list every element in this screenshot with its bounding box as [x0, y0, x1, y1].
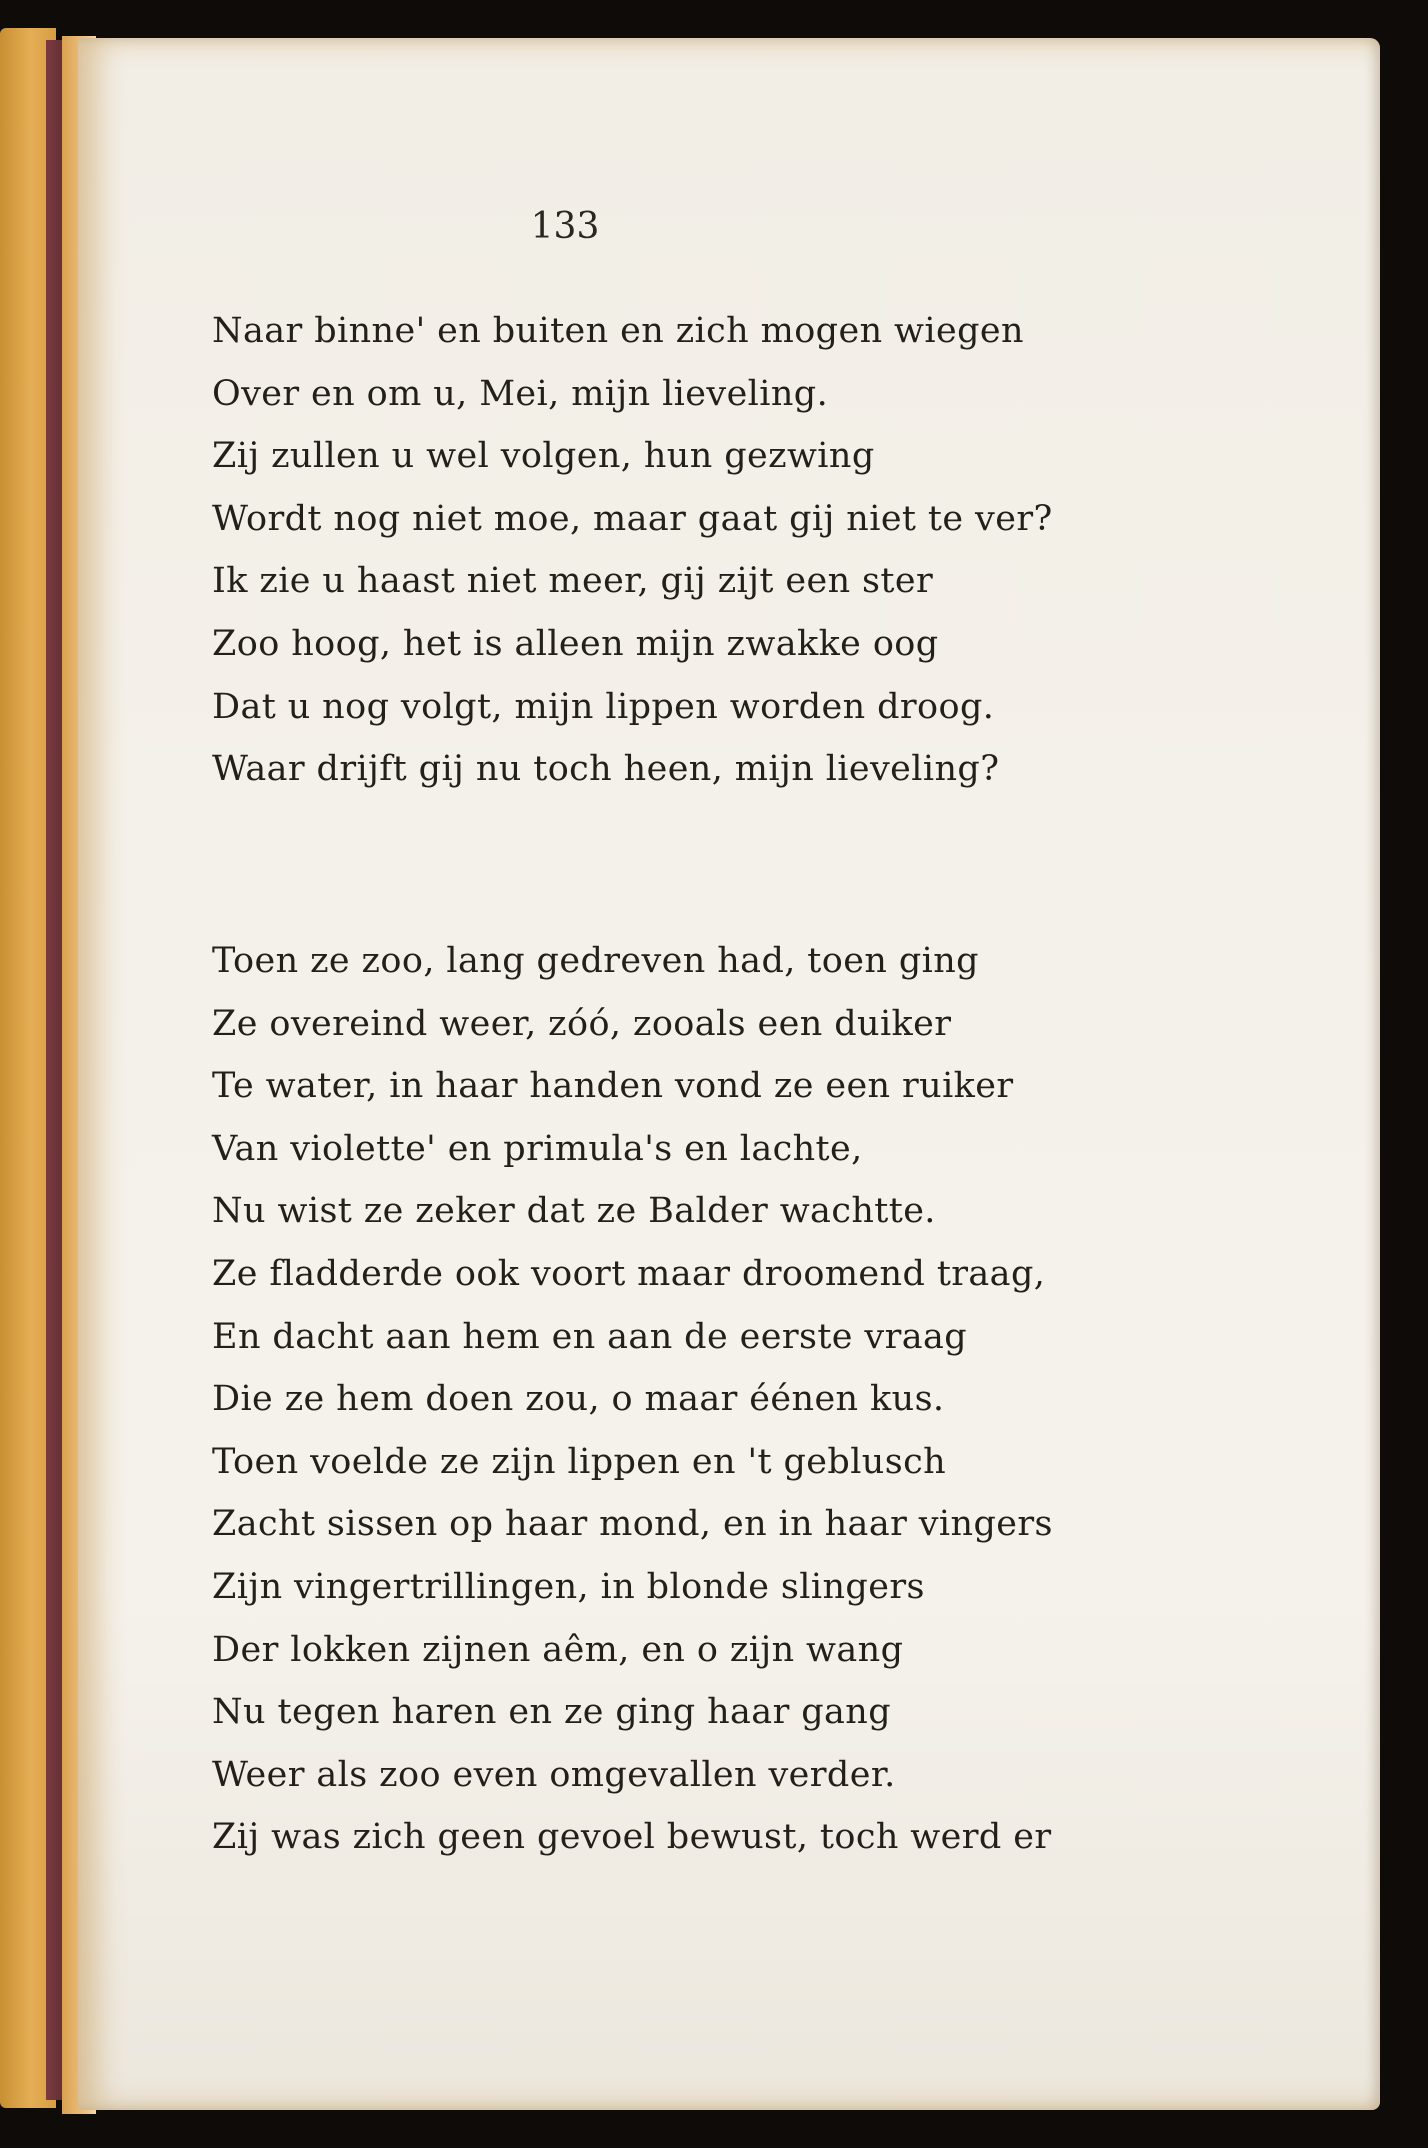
poem-line: Zij was zich geen gevoel bewust, toch werd er [212, 1817, 1052, 1858]
poem-line: Ze overeind weer, zóó, zooals een duiker [212, 1003, 952, 1044]
poem-line: Weer als zoo even omgevallen verder. [212, 1754, 896, 1795]
poem-line: Der lokken zijnen aêm, en o zijn wang [212, 1629, 904, 1670]
poem-line: Zoo hoog, het is alleen mijn zwakke oog [212, 623, 939, 664]
poem-line: Te water, in haar handen vond ze een ruiker [212, 1066, 1014, 1107]
poem-line: Zij zullen u wel volgen, hun gezwing [212, 436, 875, 477]
poem-line: Dat u nog volgt, mijn lippen worden droog. [212, 686, 995, 727]
poem-line: Nu tegen haren en ze ging haar gang [212, 1692, 892, 1733]
book-page [78, 38, 1380, 2110]
stanza-1 [212, 300, 1053, 801]
poem-line: Ze fladderde ook voort maar droomend traag, [212, 1253, 1046, 1294]
page-number: 133 [530, 206, 600, 247]
poem-line: Naar binne' en buiten en zich mogen wiegen [212, 311, 1024, 351]
poem-line: Die ze hem doen zou, o maar éénen kus. [212, 1379, 945, 1420]
poem-line: Toen voelde ze zijn lippen en 't geblusch [212, 1441, 947, 1482]
poem-line: Toen ze zoo, lang gedreven had, toen ging [212, 941, 979, 981]
poem-line: En dacht aan hem en aan de eerste vraag [212, 1316, 968, 1357]
poem-line: Van violette' en primula's en lachte, [212, 1128, 863, 1169]
poem-line: Ik zie u haast niet meer, gij zijt een ster [212, 561, 934, 602]
poem-line: Waar drijft gij nu toch heen, mijn lieveling? [212, 749, 1000, 790]
poem-line: Nu wist ze zeker dat ze Balder wachtte. [212, 1191, 936, 1232]
poem-line: Zijn vingertrillingen, in blonde slingers [212, 1566, 925, 1607]
poem-line: Over en om u, Mei, mijn lieveling. [212, 373, 829, 414]
stanza-2 [212, 930, 1053, 1869]
poem-line: Wordt nog niet moe, maar gaat gij niet te ver? [212, 498, 1053, 539]
poem-line: Zacht sissen op haar mond, en in haar vingers [212, 1504, 1053, 1545]
